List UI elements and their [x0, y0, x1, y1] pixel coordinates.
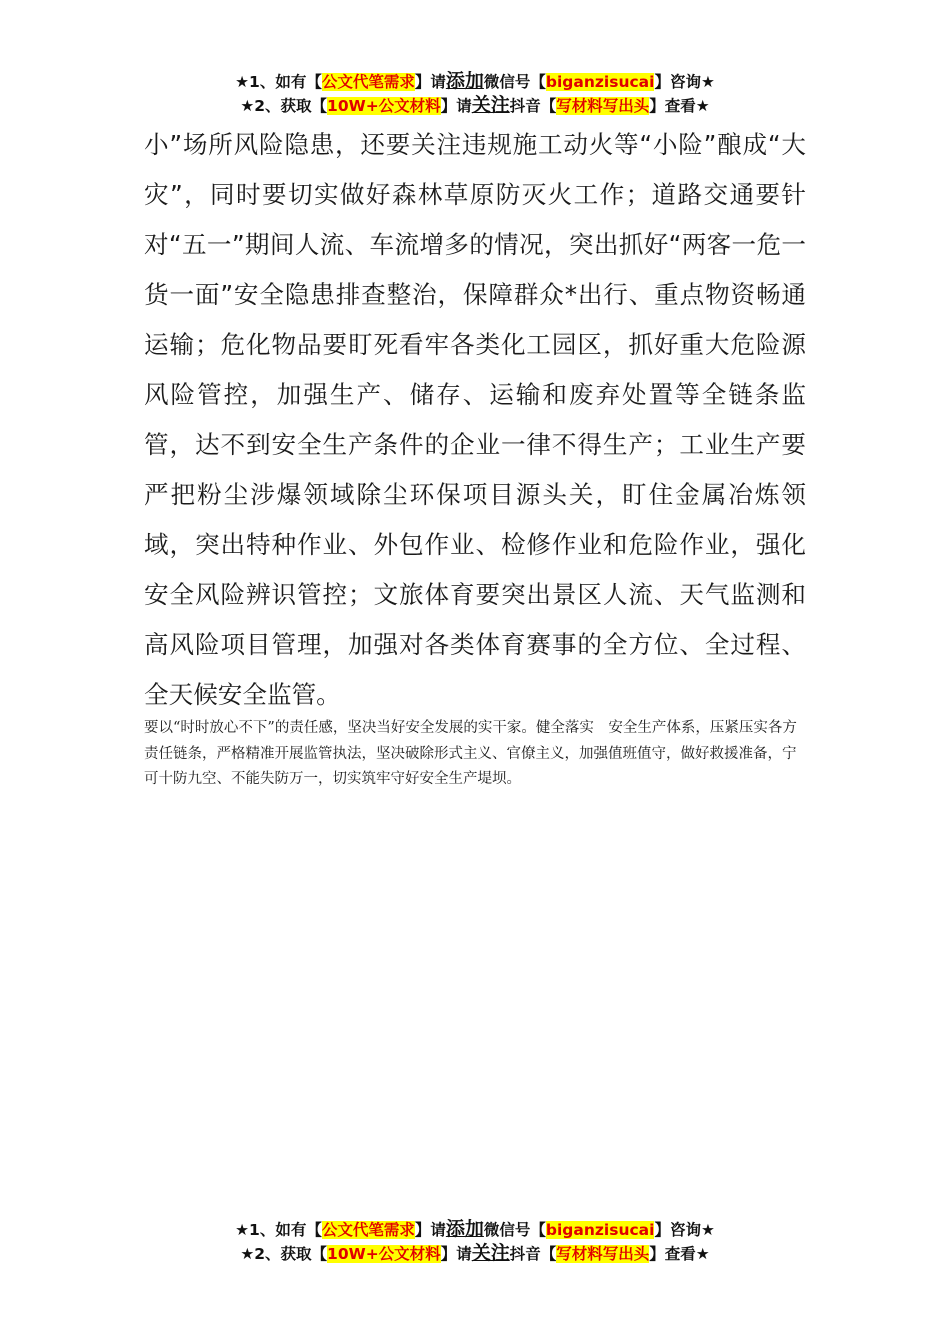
banner-text: ★2、获取【: [240, 97, 328, 115]
header-banner: [0, 70, 950, 118]
banner-line-1: [0, 70, 950, 94]
banner-text: 抖音【: [509, 1245, 557, 1263]
banner-text: ★2、获取【: [240, 1245, 328, 1263]
footer-banner: [0, 1218, 950, 1266]
banner-emphasis: 添加: [445, 1218, 484, 1240]
banner-line-1: [0, 1218, 950, 1242]
banner-text: 】请: [414, 73, 446, 91]
banner-text: 抖音【: [509, 97, 557, 115]
banner-highlight: 写材料写出头: [556, 1245, 650, 1263]
banner-text: 微信号【: [483, 1221, 546, 1239]
banner-highlight: 10W+公文材料: [327, 97, 441, 115]
banner-emphasis: 添加: [445, 70, 484, 92]
small-paragraph: 要以“时时放心不下”的责任感，坚决当好安全发展的实干家。健全落实 安全生产体系，压紧压实各方责任链条，严格精准开展监管执法，坚决破除形式主义、官僚主义，加强值班值守，做好救援准备，宁可十防九空、不能失防万一，切实筑牢守好安全生产堤坝。: [144, 720, 797, 787]
banner-text: 】咨询★: [654, 73, 715, 91]
banner-text: 】查看★: [649, 97, 710, 115]
banner-text: 】查看★: [649, 1245, 710, 1263]
banner-line-2: [0, 1242, 950, 1266]
banner-text: ★1、如有【: [235, 1221, 322, 1239]
banner-emphasis: 关注: [471, 94, 510, 116]
main-paragraph: 小”场所风险隐患，还要关注违规施工动火等“小险”酿成“大灾”，同时要切实做好森林草原防灭火工作；道路交通要针对“五一”期间人流、车流增多的情况，突出抓好“两客一危一货一面”安全隐患排查整治，保障群众*出行、重点物资畅通运输；危化物品要盯死看牢各类化工园区，抓好重大危险源风险管控，加强生产、储存、运输和废弃处置等全链条监管，达不到安全生产条件的企业一律不得生产；工业生产要严把粉尘涉爆领域除尘环保项目源头关，盯住金属冶炼领域，突出特种作业、外包作业、检修作业和危险作业，强化安全风险辨识管控；文旅体育要突出景区人流、天气监测和高风险项目管理，加强对各类体育赛事的全方位、全过程、全天候安全监管。: [144, 130, 806, 709]
banner-highlight: biganzisucai: [545, 1221, 655, 1239]
banner-highlight: 公文代笔需求: [321, 73, 415, 91]
banner-line-2: [0, 94, 950, 118]
banner-text: 】咨询★: [654, 1221, 715, 1239]
banner-text: 】请: [440, 1245, 472, 1263]
banner-text: 微信号【: [483, 73, 546, 91]
banner-highlight: 10W+公文材料: [327, 1245, 441, 1263]
banner-emphasis: 关注: [471, 1242, 510, 1264]
banner-text: ★1、如有【: [235, 73, 322, 91]
banner-highlight: 公文代笔需求: [321, 1221, 415, 1239]
banner-text: 】请: [440, 97, 472, 115]
banner-highlight: biganzisucai: [545, 73, 655, 91]
banner-highlight: 写材料写出头: [556, 97, 650, 115]
banner-text: 】请: [414, 1221, 446, 1239]
